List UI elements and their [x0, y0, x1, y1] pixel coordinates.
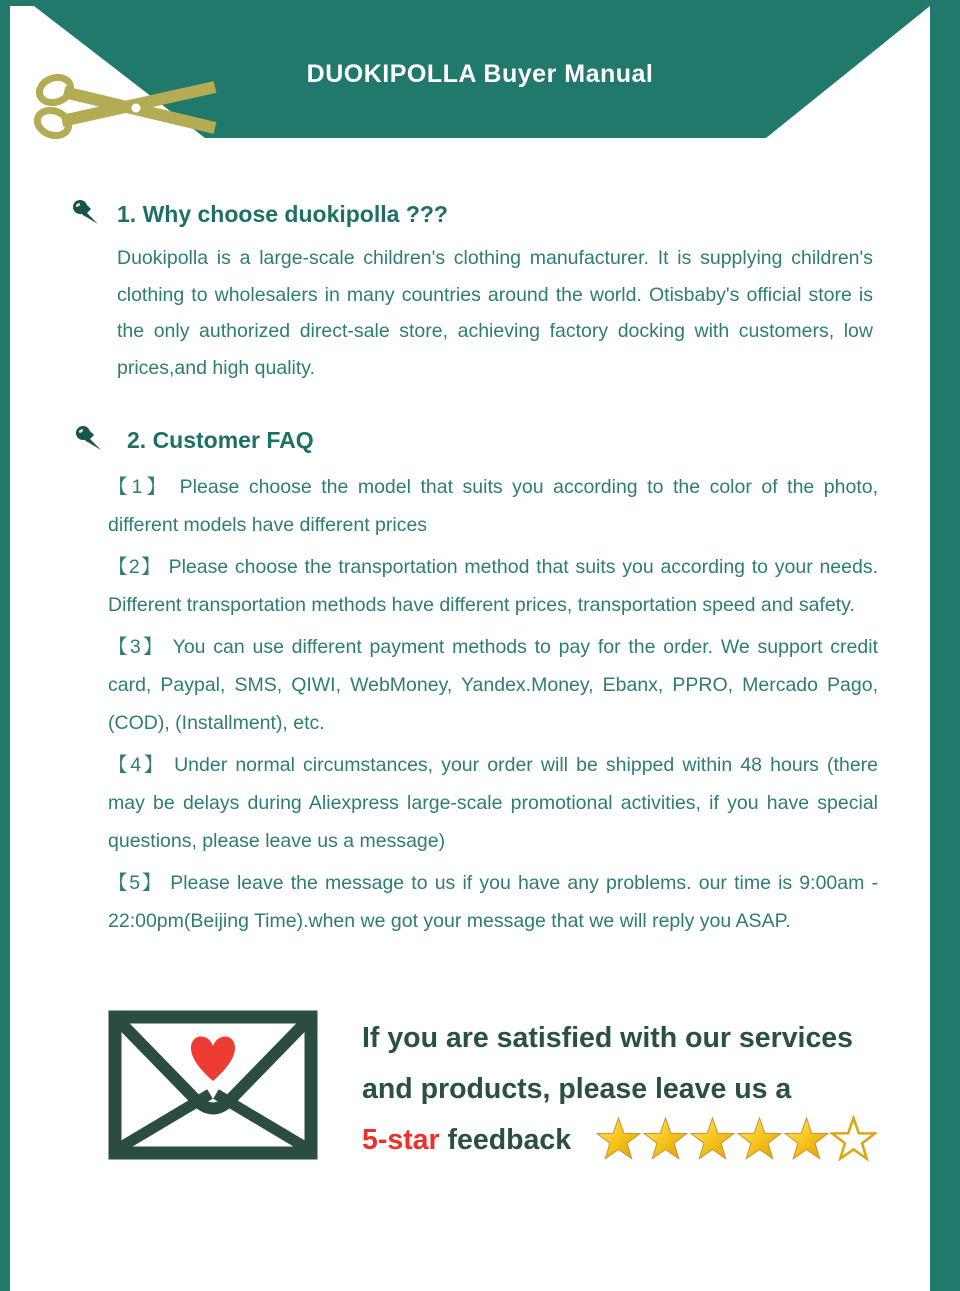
faq-item-1: 【1】 Please choose the model that suits you according to the color of the photo, different models have different prices	[108, 476, 878, 536]
pushpin-icon	[69, 197, 103, 231]
star-filled-icon	[689, 1115, 736, 1162]
feedback-word: feedback	[439, 1124, 572, 1156]
faq-item-4: 【4】 Under normal circumstances, your order will be shipped within 48 hours (there may be delays during Aliexpress large-scale promotional activities, if you have special questions, please leave us a message)	[108, 754, 878, 852]
section1-body-text: Duokipolla is a large-scale children's clothing manufacturer. It is supplying children's clothing to wholesalers in many countries around the world. Otisbaby's official store is the only authorized direct-sale store, achieving factory docking with customers, low prices,and high quality.	[117, 247, 873, 379]
feedback-line2: and products, please leave us a	[362, 1073, 792, 1105]
star-filled-icon	[783, 1115, 830, 1162]
faq-list	[108, 468, 878, 944]
faq-item-5: 【5】 Please leave the message to us if you have any problems. our time is 9:00am - 22:00pm(Beijing Time).when we got your message that we will reply you ASAP.	[108, 872, 878, 932]
pushpin-icon	[72, 423, 106, 457]
section2-heading: 2. Customer FAQ	[127, 427, 314, 453]
feedback-line1: If you are satisfied with our services	[362, 1022, 854, 1054]
star-rating	[595, 1115, 877, 1166]
five-star-highlight: 5-star	[362, 1124, 440, 1156]
page-title: DUOKIPOLLA Buyer Manual	[306, 60, 654, 88]
left-border-strip	[0, 0, 10, 1291]
faq-item-2: 【2】 Please choose the transportation method that suits you according to your needs. Different transportation methods have different prices, transportation speed and safety.	[108, 556, 878, 616]
star-outline-icon	[830, 1115, 877, 1162]
faq-item-3: 【3】 You can use different payment methods to pay for the order. We support credit card, Paypal, SMS, QIWI, WebMoney, Yandex.Money, Ebanx, PPRO, Mercado Pago, (COD), (Installment), etc.	[108, 636, 878, 734]
envelope-icon	[108, 1010, 318, 1160]
star-filled-icon	[736, 1115, 783, 1162]
star-filled-icon	[642, 1115, 689, 1162]
feedback-line3	[362, 1115, 907, 1166]
star-filled-icon	[595, 1115, 642, 1162]
section1-heading: 1. Why choose duokipolla ???	[117, 201, 448, 227]
right-border-strip	[930, 0, 960, 1291]
feedback-request	[362, 1013, 907, 1166]
